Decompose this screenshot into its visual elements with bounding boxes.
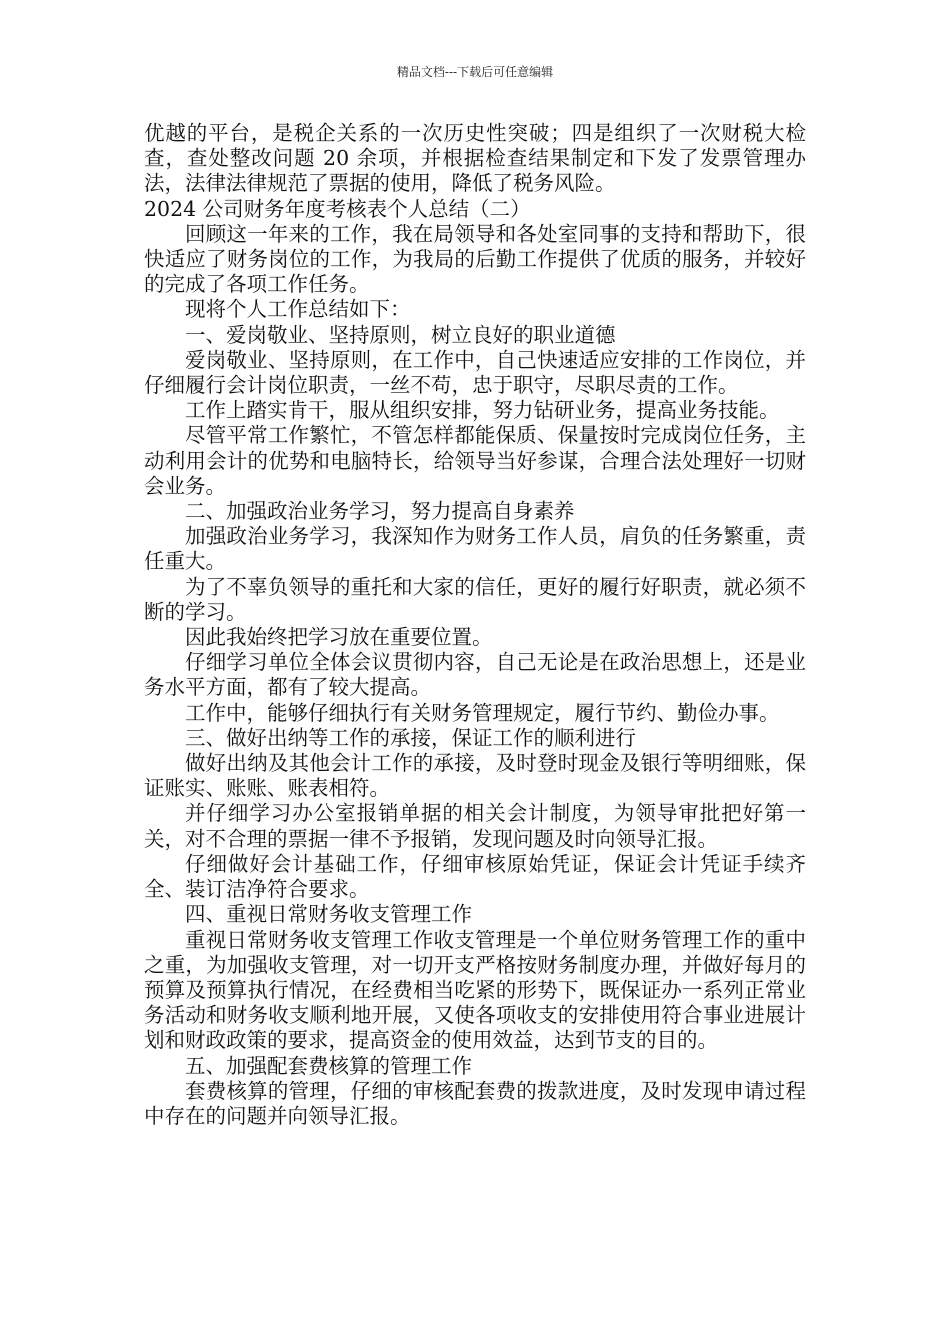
paragraph: 工作上踏实肯干，服从组织安排，努力钻研业务，提高业务技能。 (185, 398, 780, 423)
paragraph: 套费核算的管理，仔细的审核配套费的拨款进度，及时发现申请过程中存在的问题并向领导汇报。 (144, 1078, 806, 1128)
heading: 三、做好出纳等工作的承接，保证工作的顺利进行 (185, 725, 636, 750)
paragraph: 重视日常财务收支管理工作收支管理是一个单位财务管理工作的重中之重，为加强收支管理，对一切开支严格按财务制度办理，并做好每月的预算及预算执行情况，在经费相当吃紧的形势下，既保证办一系列正常业务活动和财务收支顺利地开展，又使各项收支的安排使用符合事业进展计划和财政政策的要求，提高资金的使用效益，达到节支的目的。 (144, 927, 806, 1053)
heading: 五、加强配套费核算的管理工作 (185, 1053, 472, 1078)
paragraph: 为了不辜负领导的重托和大家的信任，更好的履行好职责，就必须不断的学习。 (144, 574, 806, 624)
paragraph: 现将个人工作总结如下： (185, 297, 411, 322)
heading: 四、重视日常财务收支管理工作 (185, 902, 472, 927)
paragraph: 工作中，能够仔细执行有关财务管理规定，履行节约、勤俭办事。 (185, 700, 780, 725)
heading: 一、爱岗敬业、坚持原则，树立良好的职业道德 (185, 322, 616, 347)
paragraph: 回顾这一年来的工作，我在局领导和各处室同事的支持和帮助下，很快适应了财务岗位的工作，为我局的后勤工作提供了优质的服务，并较好的完成了各项工作任务。 (144, 221, 806, 297)
document-body (144, 121, 806, 1129)
page-header: 精品文档---下载后可任意编辑 (396, 65, 554, 79)
paragraph: 加强政治业务学习，我深知作为财务工作人员，肩负的任务繁重，责任重大。 (144, 524, 806, 574)
section-title: 2024 公司财务年度考核表个人总结（二） (144, 196, 531, 221)
paragraph: 仔细做好会计基础工作，仔细审核原始凭证，保证会计凭证手续齐全、装订洁净符合要求。 (144, 851, 806, 902)
paragraph: 尽管平常工作繁忙，不管怎样都能保质、保量按时完成岗位任务，主动利用会计的优势和电脑特长，给领导当好参谋，合理合法处理好一切财会业务。 (144, 423, 806, 498)
paragraph: 仔细学习单位全体会议贯彻内容，自己无论是在政治思想上，还是业务水平方面，都有了较大提高。 (144, 650, 806, 700)
paragraph: 做好出纳及其他会计工作的承接，及时登时现金及银行等明细账，保证账实、账账、账表相符。 (144, 751, 806, 801)
paragraph: 优越的平台，是税企关系的一次历史性突破；四是组织了一次财税大检查，查处整改问题 20 余项，并根据检查结果制定和下发了发票管理办法，法律法律规范了票据的使用，降低了税务风险。 (144, 121, 806, 196)
paragraph: 爱岗敬业、坚持原则，在工作中，自己快速适应安排的工作岗位，并仔细履行会计岗位职责，一丝不苟，忠于职守，尽职尽责的工作。 (144, 347, 806, 398)
heading: 二、加强政治业务学习，努力提高自身素养 (185, 499, 575, 524)
paragraph: 因此我始终把学习放在重要位置。 (185, 625, 493, 650)
paragraph: 并仔细学习办公室报销单据的相关会计制度，为领导审批把好第一关，对不合理的票据一律不予报销，发现问题及时向领导汇报。 (144, 801, 806, 851)
